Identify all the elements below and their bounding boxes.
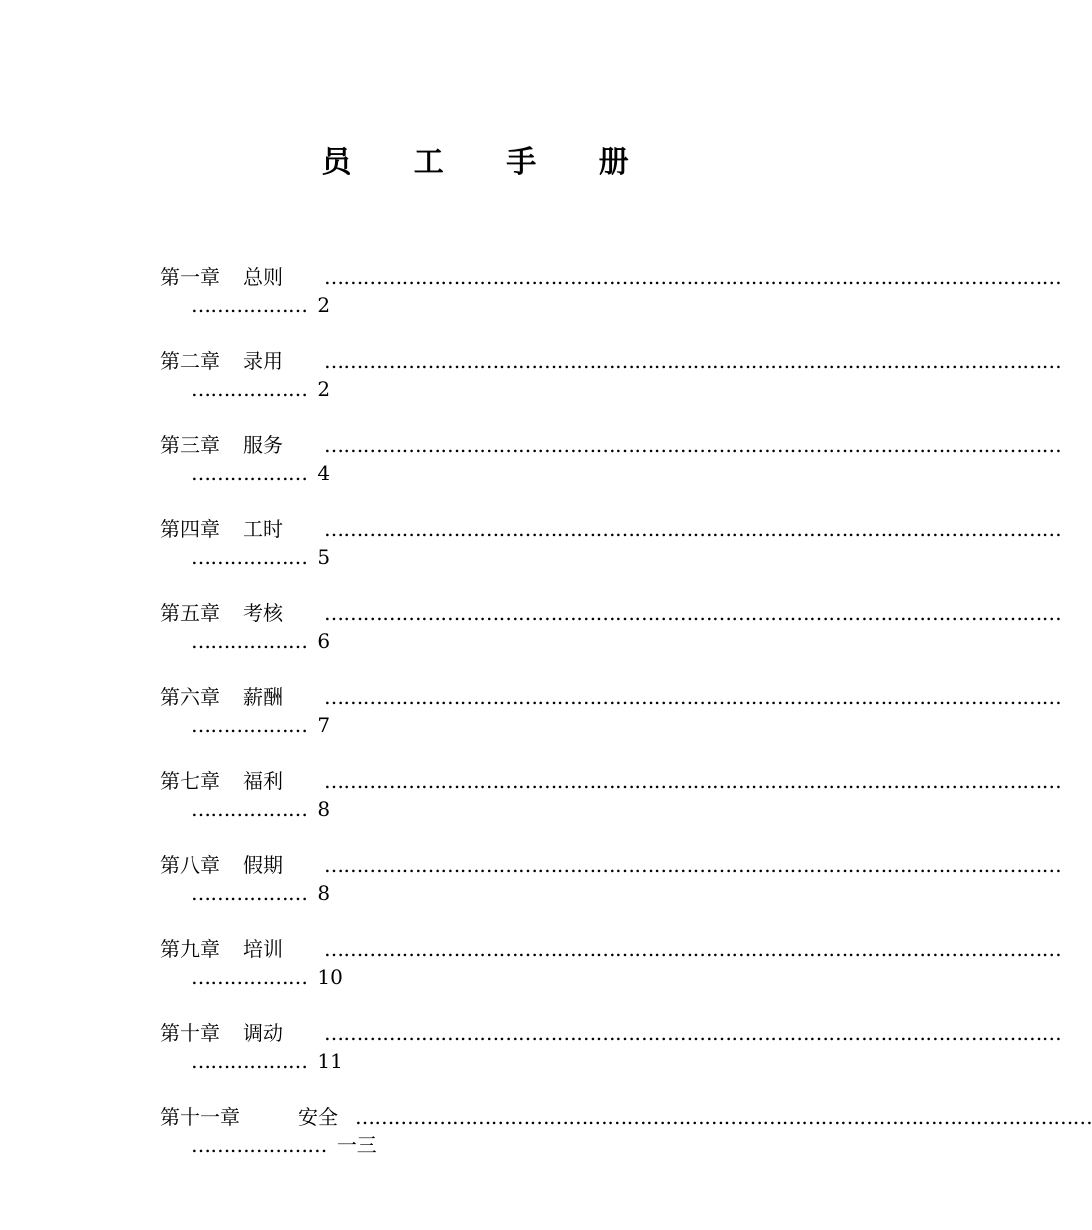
toc-chapter-name: 假期 xyxy=(243,853,283,877)
toc-page-number: 5 xyxy=(317,545,331,569)
toc-entry[interactable] xyxy=(160,598,1062,682)
toc-leader-dots-continued: ……………… xyxy=(191,797,308,821)
toc-entry[interactable] xyxy=(160,1018,1062,1102)
toc-chapter-name: 考核 xyxy=(243,601,283,625)
toc-chapter-number: 第七章 xyxy=(160,769,220,793)
table-of-contents xyxy=(160,262,1092,1186)
toc-chapter-name: 培训 xyxy=(243,937,283,961)
toc-leader-dots-continued: ……………… xyxy=(191,545,308,569)
toc-page-number: 11 xyxy=(317,1049,343,1073)
toc-page-number: 4 xyxy=(317,461,331,485)
toc-entry[interactable] xyxy=(160,262,1062,346)
toc-chapter-name: 服务 xyxy=(243,433,283,457)
toc-leader-dots-continued: ……………… xyxy=(191,293,308,317)
toc-leader-dots: …………………………………………………………………………………………………… xyxy=(324,937,1062,961)
toc-page-number: 2 xyxy=(317,293,331,317)
toc-entry[interactable] xyxy=(160,430,1062,514)
toc-entry[interactable] xyxy=(160,766,1062,850)
toc-leader-dots: …………………………………………………………………………………………………… xyxy=(324,517,1062,541)
toc-chapter-number: 第八章 xyxy=(160,853,220,877)
toc-page-number: 6 xyxy=(317,629,331,653)
toc-chapter-name: 总则 xyxy=(243,265,283,289)
toc-chapter-name: 薪酬 xyxy=(243,685,283,709)
toc-chapter-name: 工时 xyxy=(243,517,283,541)
toc-chapter-number: 第九章 xyxy=(160,937,220,961)
toc-chapter-number: 第十章 xyxy=(160,1021,220,1045)
toc-chapter-name: 福利 xyxy=(243,769,283,793)
toc-entry[interactable] xyxy=(160,934,1062,1018)
toc-leader-dots-continued: ……………… xyxy=(191,629,308,653)
toc-page-number: 7 xyxy=(317,713,331,737)
toc-entry[interactable] xyxy=(160,346,1062,430)
toc-leader-dots-continued: ……………… xyxy=(191,461,308,485)
toc-leader-dots: …………………………………………………………………………………………………… xyxy=(355,1105,1092,1129)
toc-chapter-number: 第一章 xyxy=(160,265,220,289)
toc-chapter-number: 第十一章 xyxy=(160,1105,240,1129)
toc-entry[interactable] xyxy=(160,682,1062,766)
toc-leader-dots: …………………………………………………………………………………………………… xyxy=(324,769,1062,793)
toc-page-number: 10 xyxy=(317,965,343,989)
toc-chapter-number: 第二章 xyxy=(160,349,220,373)
toc-leader-dots-continued: ……………… xyxy=(191,713,308,737)
toc-page-number: 2 xyxy=(317,377,331,401)
page-title: 员 工 手 册 xyxy=(321,145,655,180)
toc-chapter-number: 第五章 xyxy=(160,601,220,625)
toc-leader-dots: …………………………………………………………………………………………………… xyxy=(324,601,1062,625)
toc-entry[interactable] xyxy=(160,514,1062,598)
toc-leader-dots: …………………………………………………………………………………………………… xyxy=(324,685,1062,709)
toc-chapter-name: 安全 xyxy=(298,1105,338,1129)
toc-chapter-number: 第三章 xyxy=(160,433,220,457)
toc-entry[interactable] xyxy=(160,1102,1092,1186)
toc-page-number: 8 xyxy=(317,797,331,821)
toc-leader-dots: …………………………………………………………………………………………………… xyxy=(324,265,1062,289)
toc-leader-dots: …………………………………………………………………………………………………… xyxy=(324,349,1062,373)
toc-chapter-number: 第六章 xyxy=(160,685,220,709)
toc-leader-dots-continued: ……………… xyxy=(191,881,308,905)
toc-leader-dots-continued: ……………… xyxy=(191,1049,308,1073)
toc-leader-dots-continued: ………………… xyxy=(191,1133,327,1157)
toc-page-number: 一三 xyxy=(336,1133,377,1157)
toc-chapter-name: 录用 xyxy=(243,349,283,373)
toc-leader-dots-continued: ……………… xyxy=(191,965,308,989)
toc-leader-dots-continued: ……………… xyxy=(191,377,308,401)
toc-page-number: 8 xyxy=(317,881,331,905)
toc-chapter-number: 第四章 xyxy=(160,517,220,541)
toc-entry[interactable] xyxy=(160,850,1062,934)
toc-leader-dots: …………………………………………………………………………………………………… xyxy=(324,853,1062,877)
toc-leader-dots: …………………………………………………………………………………………………… xyxy=(324,1021,1062,1045)
toc-leader-dots: …………………………………………………………………………………………………… xyxy=(324,433,1062,457)
toc-chapter-name: 调动 xyxy=(243,1021,283,1045)
